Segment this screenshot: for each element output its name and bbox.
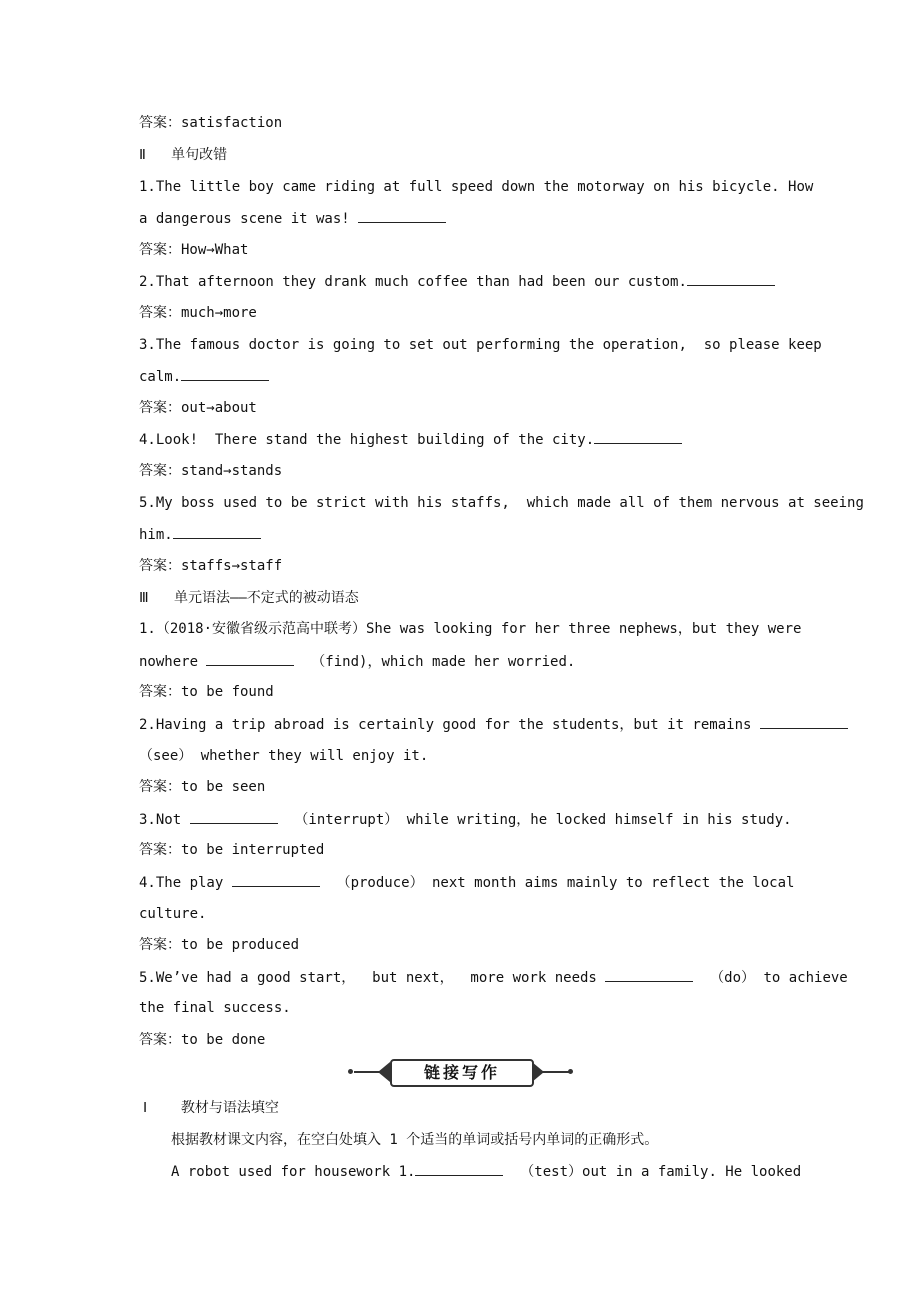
section-heading: Ⅰ 教材与语法填空 [143,1100,279,1116]
answer-line: 答案：to be found [139,684,274,700]
section-heading: Ⅲ 单元语法——不定式的被动语态 [139,590,359,606]
question-text: the final success. [139,1000,291,1016]
answer-line: 答案：much→more [139,305,257,321]
passage-text: （test）out in a family. He looked [503,1164,802,1180]
answer-blank[interactable] [190,809,278,824]
question-text [139,809,792,830]
answer-blank[interactable] [206,651,294,666]
banner-dot-icon [348,1069,353,1074]
question-text: calm. [139,369,182,385]
section-heading: Ⅱ 单句改错 [139,147,228,163]
question-text: 4.The play [139,875,232,891]
question-text [139,271,775,292]
question-text [139,651,575,672]
question-text: 5.My boss used to be strict with his staffs, which made all of them nervous at seeing [139,495,864,511]
question-text: 3.The famous doctor is going to set out performing the operation, so please keep [139,337,822,353]
question-text [139,967,848,988]
answer-blank[interactable] [760,714,848,729]
question-text [139,208,446,229]
question-text [139,429,682,450]
question-text: （produce） next month aims mainly to reflect the local [319,875,795,891]
question-text: 1.The little boy came riding at full speed down the motorway on his bicycle. How [139,179,814,195]
answer-blank[interactable] [358,208,446,223]
question-text: 4.Look! There stand the highest building of the city. [139,432,595,448]
question-text: 2.Having a trip abroad is certainly good for the students，but it remains [139,717,760,733]
answer-line: 答案：How→What [139,242,249,258]
answer-blank[interactable] [232,872,320,887]
answer-blank[interactable] [415,1161,503,1176]
question-text [139,524,261,545]
question-text: 5.We’ve had a good start， but next， more work needs [139,970,606,986]
answer-blank[interactable] [594,429,682,444]
banner-dot-icon [568,1069,573,1074]
question-text: nowhere [139,654,207,670]
answer-line: 答案：satisfaction [139,115,283,131]
question-text: culture. [139,906,207,922]
passage-text: A robot used for housework 1. [171,1164,416,1180]
question-text: a dangerous scene it was! [139,211,359,227]
answer-line: 答案：staffs→staff [139,558,283,574]
answer-line: 答案：to be interrupted [139,842,325,858]
banner-divider [534,1071,570,1073]
answer-blank[interactable] [605,967,693,982]
passage-text [171,1161,801,1182]
question-text: （find)，which made her worried. [294,654,576,670]
answer-blank[interactable] [173,524,261,539]
answer-line: 答案：to be seen [139,779,266,795]
question-text [139,872,794,893]
answer-line: 答案：stand→stands [139,463,283,479]
banner-arrow-left-icon [378,1062,390,1082]
question-text [139,366,269,387]
question-text: 2.That afternoon they drank much coffee than had been our custom. [139,274,687,290]
answer-blank[interactable] [181,366,269,381]
banner-title: 链接写作 [390,1059,534,1087]
section-banner [348,1056,573,1088]
question-text: （see） whether they will enjoy it. [139,748,429,764]
question-text [139,714,848,735]
answer-line: 答案：out→about [139,400,257,416]
answer-line: 答案：to be done [139,1032,266,1048]
answer-blank[interactable] [687,271,775,286]
question-text: him. [139,527,173,543]
question-text: （interrupt） while writing，he locked himself in his study. [277,812,792,828]
question-text: 3.Not [139,812,190,828]
instruction-text: 根据教材课文内容，在空白处填入 1 个适当的单词或括号内单词的正确形式。 [171,1132,659,1148]
answer-line: 答案：to be produced [139,937,300,953]
question-text: 1.（2018·安徽省级示范高中联考）She was looking for her three nephews，but they were [139,621,802,637]
question-text: （do） to achieve [693,970,848,986]
